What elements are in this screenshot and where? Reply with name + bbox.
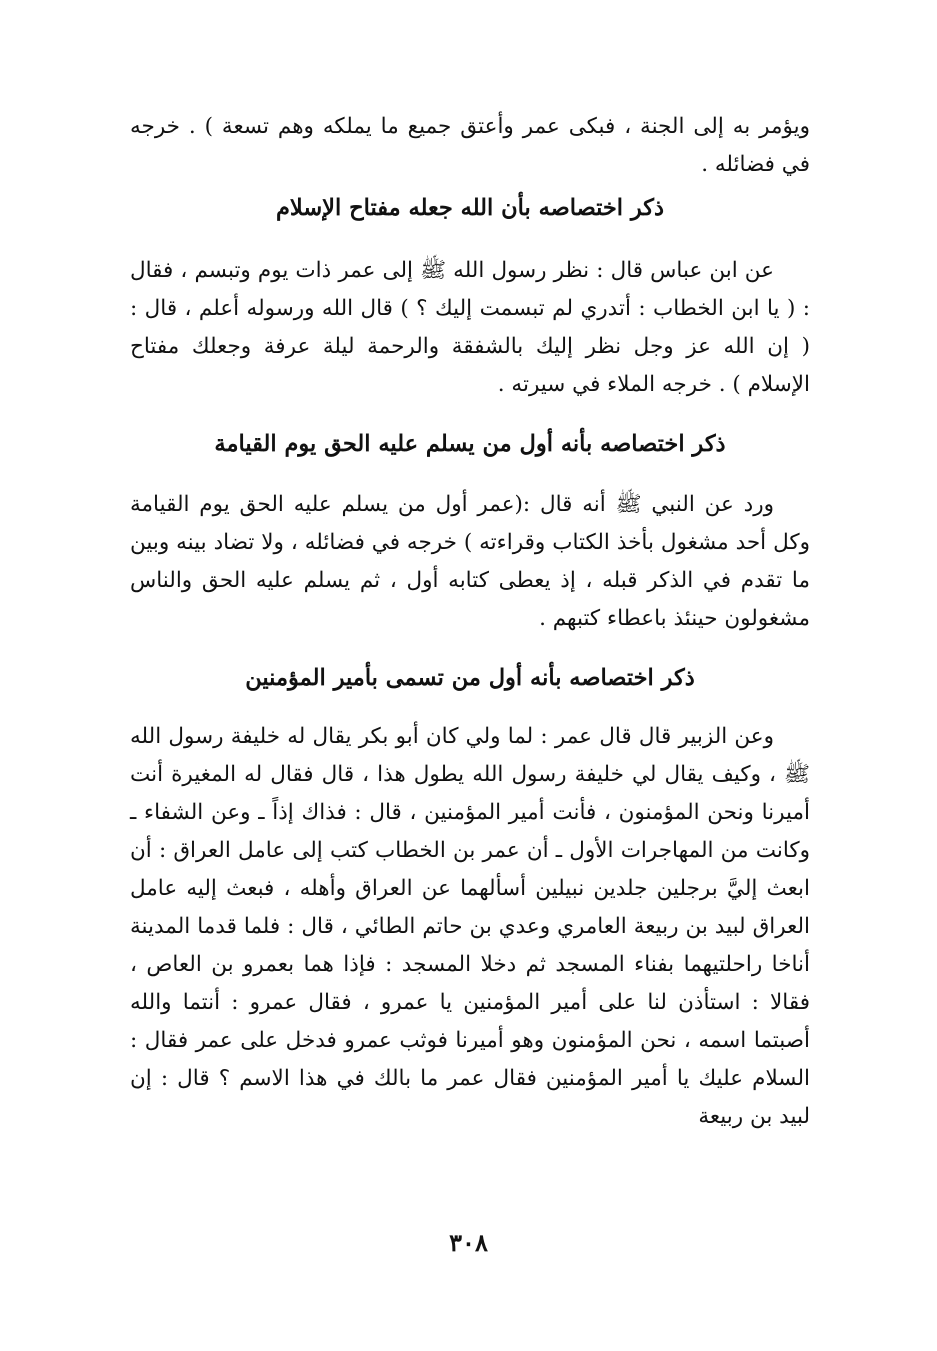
section-body-first-greeted: ورد عن النبي ﷺ أنه قال :(عمر أول من يسلم عليه الحق يوم القيامة وكل أحد مشغول بأخذ الكتاب وقراءته ) خرجه في فضائله ، ولا تضاد بينه وبين ما تقدم في الذكر قبله ، إذ يعطى كتابه أول ، ثم يسلم عليه الحق والناس مشغولون حينئذ باعطاء كتبهم . [130,492,810,631]
section-heading-amir-al-muminin: ذكر اختصاصه بأنه أول من تسمى بأمير المؤمنين [245,665,695,691]
page-number: ٣٠٨ [449,1228,488,1257]
section-body-key-of-islam: عن ابن عباس قال : نظر رسول الله ﷺ إلى عمر ذات يوم وتبسم ، فقال : ( يا ابن الخطاب : أتدري لم تبسمت إليك ؟ ) قال الله ورسوله أعلم ، قال : ( إن الله عز وجل نظر إليك بالشفقة والرحمة ليلة عرفة وجعلك مفتاح الإسلام ) . خرجه الملاء في سيرته . [130,258,810,397]
intro-paragraph: ويؤمر به إلى الجنة ، فبكى عمر وأعتق جميع ما يملكه وهم تسعة ) . خرجه في فضائله . [130,114,810,177]
section-body-amir-al-muminin: وعن الزبير قال قال عمر : لما ولي كان أبو بكر يقال له خليفة رسول الله ﷺ ، وكيف يقال لي خليفة رسول الله يطول هذا ، قال فقال له المغيرة أنت أميرنا ونحن المؤمنون ، فأنت أمير المؤمنين ، قال : فذاك إذاً ـ وعن الشفاء ـ وكانت من المهاجرات الأول ـ أن عمر بن الخطاب كتب إلى عامل العراق : أن ابعث إليَّ برجلين جلدين نبيلين أسألهما عن العراق وأهله ، فبعث إليه عامل العراق لبيد بن ربيعة العامري وعدي بن حاتم الطائي ، قال : فلما قدما المدينة أناخا راحلتيهما بفناء المسجد ثم دخلا المسجد : فإذا هما بعمرو بن العاص ، فقالا : استأذن لنا على أمير المؤمنين يا عمرو ، فقال عمرو : أنتما والله أصبتما اسمه ، نحن المؤمنون وهو أميرنا فوثب عمرو فدخل على عمر فقال : السلام عليك يا أمير المؤمنين فقال عمر ما بالك في هذا الاسم ؟ قال : إن لبيد بن ربيعة [130,724,810,1129]
page-content [130,100,810,1210]
section-heading-key-of-islam: ذكر اختصاصه بأن الله جعله مفتاح الإسلام [275,195,665,221]
section-heading-first-greeted: ذكر اختصاصه بأنه أول من يسلم عليه الحق يوم القيامة [214,431,726,457]
